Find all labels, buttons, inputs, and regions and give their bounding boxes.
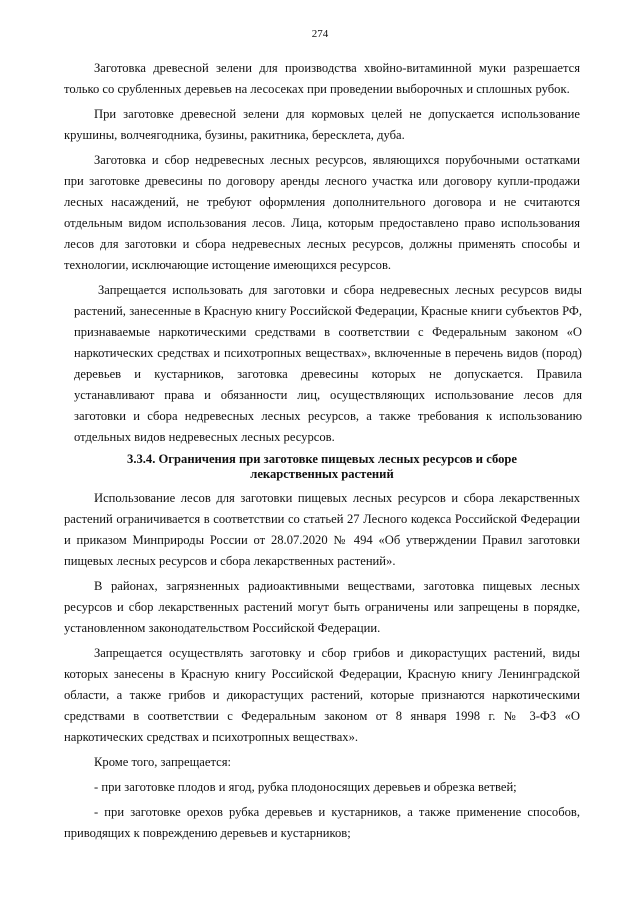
section-heading-line: лекарственных растений (250, 467, 394, 481)
paragraph: Кроме того, запрещается: (94, 755, 231, 769)
paragraph: В районах, загрязненных радиоактивными веществами, заготовка пищевых лесных ресурсов и сбор лекарственных растений могут быть ограничены или запрещены в порядке, установленном законодательством Российской Федерации. (64, 579, 580, 635)
section-heading-line: 3.3.4. Ограничения при заготовке пищевых лесных ресурсов и сборе (127, 452, 517, 466)
list-item: - при заготовке плодов и ягод, рубка плодоносящих деревьев и обрезка ветвей; (94, 780, 517, 794)
section-heading (64, 452, 580, 482)
paragraph: Запрещается осуществлять заготовку и сбор грибов и дикорастущих растений, виды которых занесены в Красную книгу Российской Федерации, Красную книгу Ленинградской области, а также грибов и дикорастущих растений, которые признаются наркотическими средствами в соответствии с Федеральным законом от 8 января 1998 г. № 3-ФЗ «О наркотических средствах и психотропных веществах». (64, 646, 580, 744)
paragraph: Заготовка древесной зелени для производства хвойно-витаминной муки разрешается только со срубленных деревьев на лесосеках при проведении выборочных и сплошных рубок. (64, 61, 580, 96)
list-item: - при заготовке орехов рубка деревьев и кустарников, а также применение способов, приводящих к повреждению деревьев и кустарников; (64, 805, 580, 840)
document-body (64, 58, 580, 848)
paragraph: При заготовке древесной зелени для кормовых целей не допускается использование крушины, волчеягодника, бузины, ракитника, бересклета, дуба. (64, 107, 580, 142)
paragraph: Использование лесов для заготовки пищевых лесных ресурсов и сбора лекарственных растений ограничивается в соответствии со статьей 27 Лесного кодекса Российской Федерации и приказом Минприроды России от 28.07.2020 № 494 «Об утверждении Правил заготовки пищевых лесных ресурсов и сбора лекарственных растений». (64, 491, 580, 568)
block-paragraph: Запрещается использовать для заготовки и сбора недревесных лесных ресурсов виды растений, занесенные в Красную книгу Российской Федерации, Красные книги субъектов РФ, признаваемые наркотическими средствами в соответствии с Федеральным законом «О наркотических средствах и психотропных веществах», включенные в перечень видов (пород) деревьев и кустарников, заготовка древесины которых не допускается. Правила устанавливают права и обязанности лиц, осуществляющих использование лесов для заготовки и сбора недревесных лесных ресурсов, а также требования к использованию отдельных видов недревесных лесных ресурсов. (74, 283, 582, 444)
paragraph: Заготовка и сбор недревесных лесных ресурсов, являющихся порубочными остатками при заготовке древесины по договору аренды лесного участка или договору купли-продажи лесных насаждений, не требуют оформления дополнительного договора и не считаются отдельным видом использования лесов. Лица, которым предоставлено право использования лесов для заготовки и сбора недревесных лесных ресурсов, должны применять способы и технологии, исключающие истощение имеющихся ресурсов. (64, 153, 580, 272)
page-number: 274 (311, 28, 329, 40)
